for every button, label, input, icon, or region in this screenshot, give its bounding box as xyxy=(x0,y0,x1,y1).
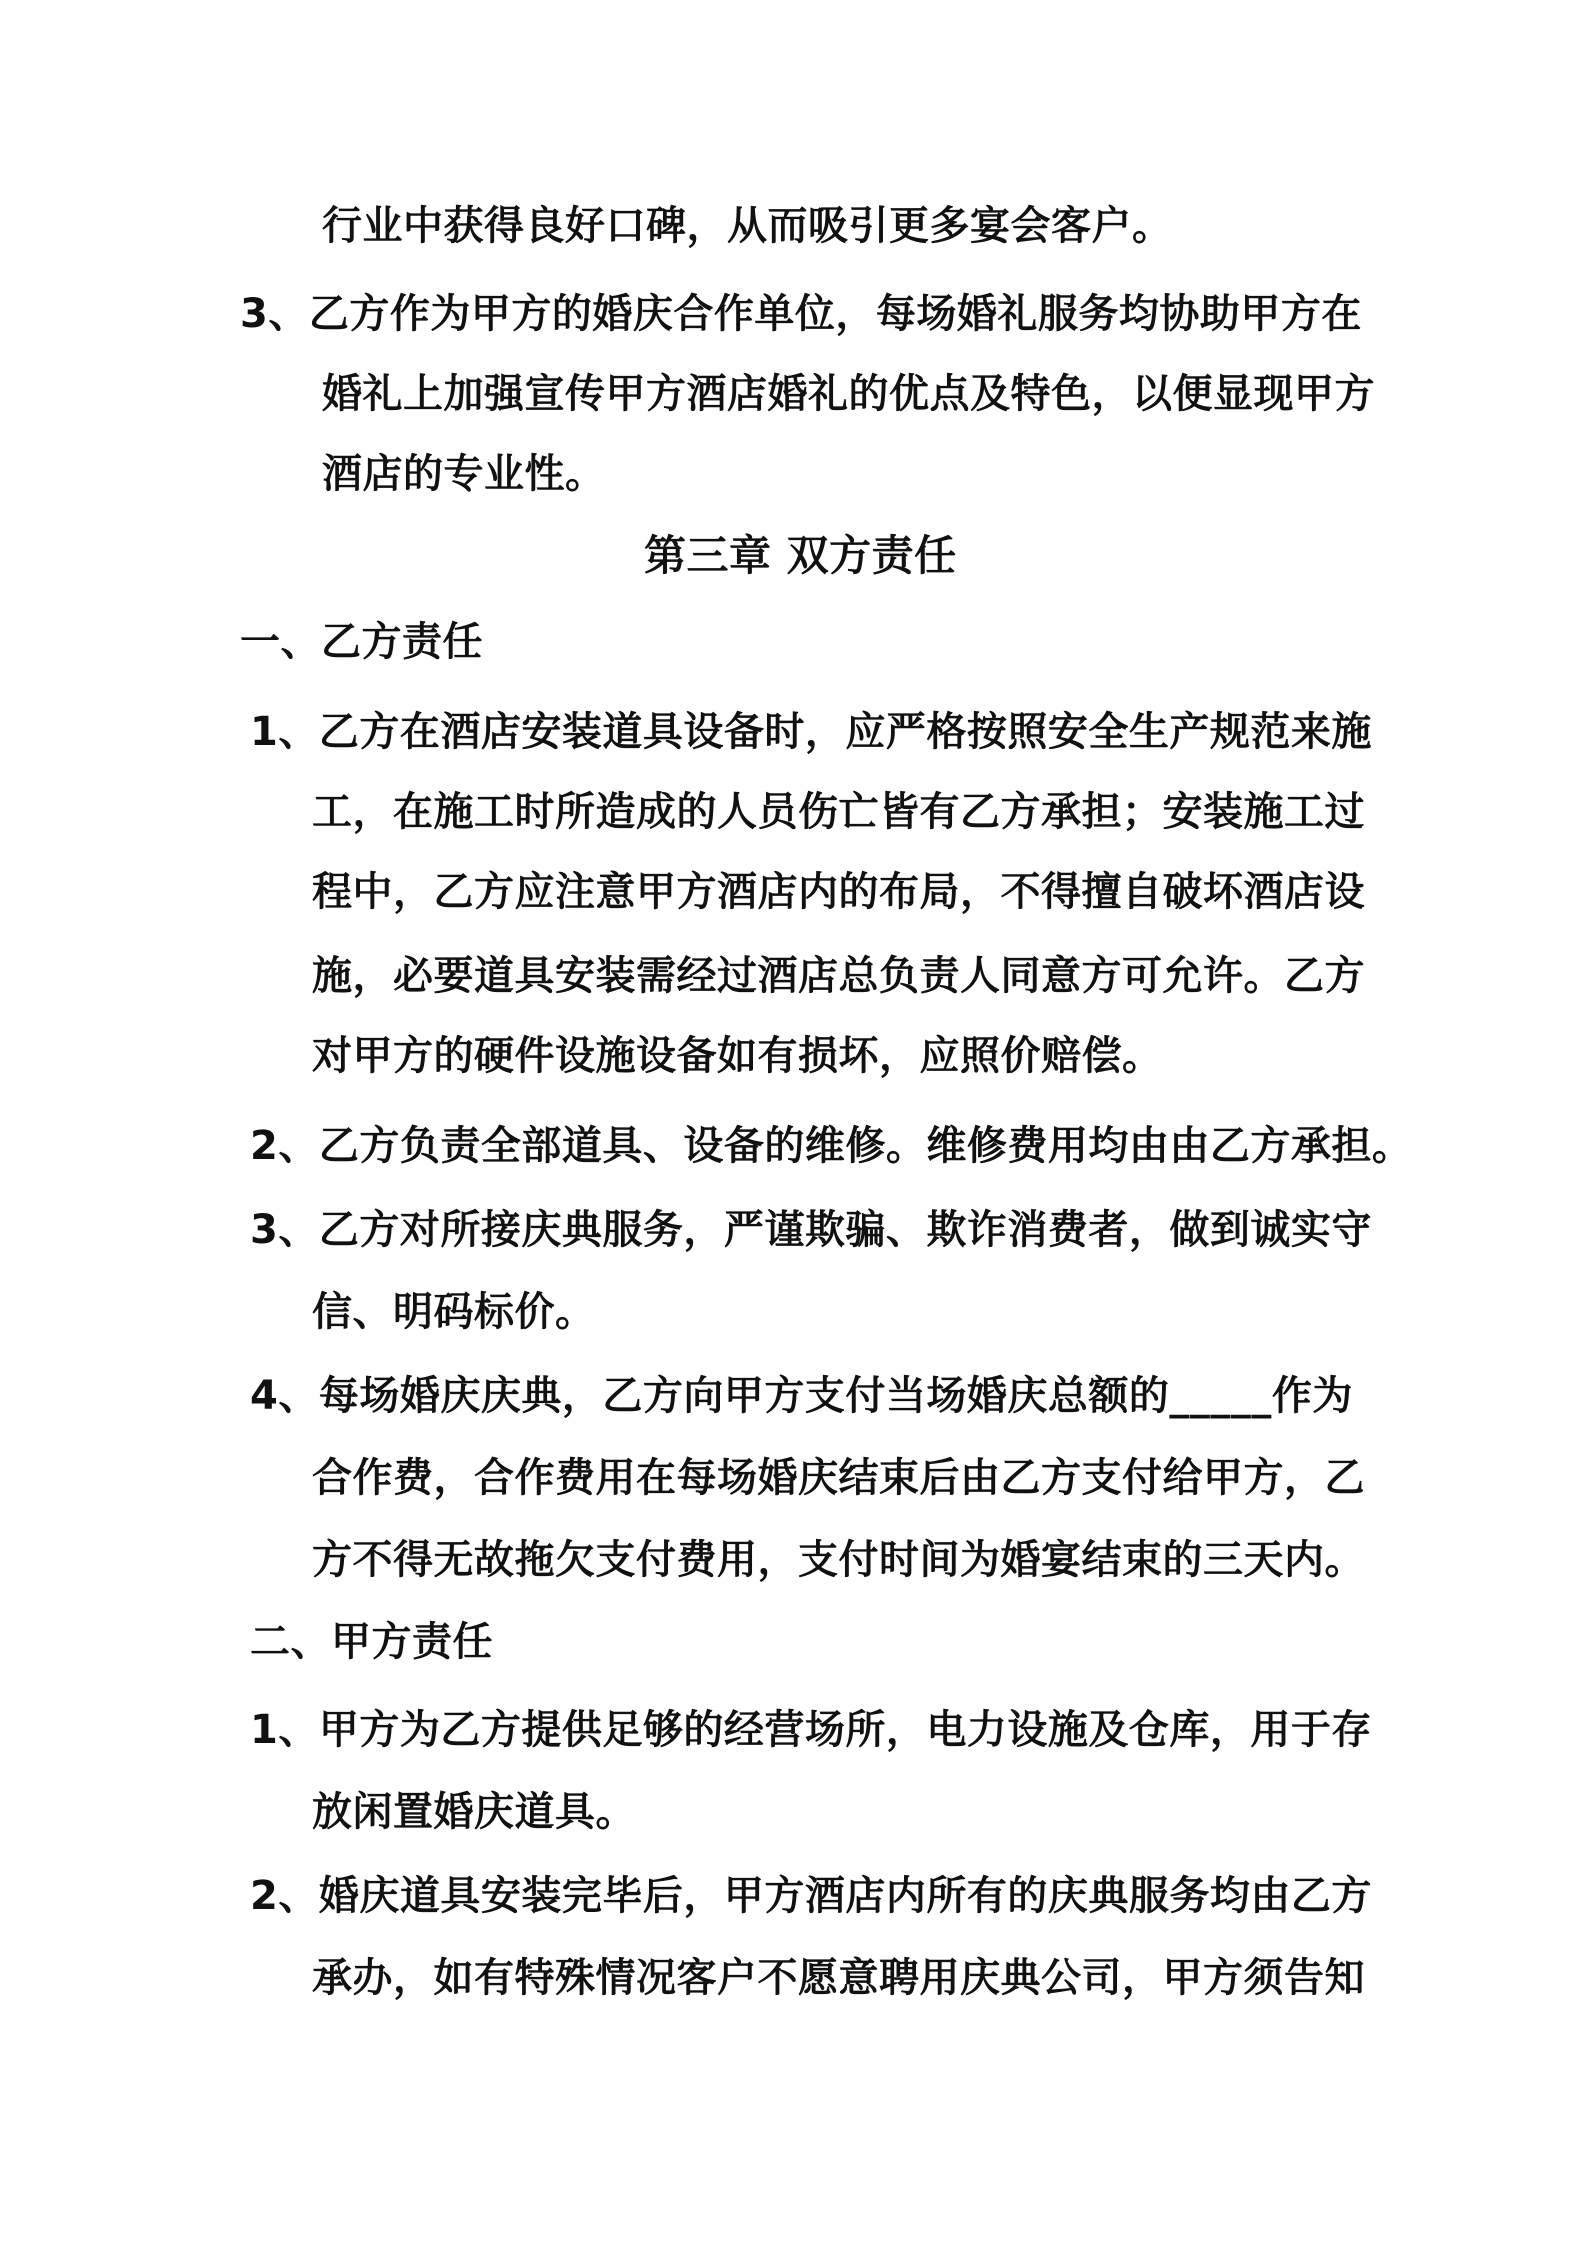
text-line: 工，在施工时所造成的人员伤亡皆有乙方承担；安装施工过 xyxy=(312,789,1365,835)
text-line: 对甲方的硬件设施设备如有损坏，应照价赔偿。 xyxy=(312,1033,1163,1079)
list-item: 1、乙方在酒店安装道具设备时，应严格按照安全生产规范来施 xyxy=(250,709,1372,755)
text-line: 合作费，合作费用在每场婚庆结束后由乙方支付给甲方，乙 xyxy=(312,1455,1365,1501)
text-line: 施，必要道具安装需经过酒店总负责人同意方可允许。乙方 xyxy=(312,953,1365,999)
list-item: 1、甲方为乙方提供足够的经营场所，电力设施及仓库，用于存 xyxy=(250,1707,1372,1753)
section-heading: 二、甲方责任 xyxy=(250,1619,493,1665)
list-item: 4、每场婚庆庆典，乙方向甲方支付当场婚庆总额的_____作为 xyxy=(250,1373,1353,1419)
list-item: 2、婚庆道具安装完毕后，甲方酒店内所有的庆典服务均由乙方 xyxy=(250,1873,1372,1919)
list-item: 3、乙方作为甲方的婚庆合作单位，每场婚礼服务均协助甲方在 xyxy=(240,291,1362,337)
text-line: 行业中获得良好口碑，从而吸引更多宴会客户。 xyxy=(322,203,1173,249)
text-line: 婚礼上加强宣传甲方酒店婚礼的优点及特色，以便显现甲方 xyxy=(322,371,1375,417)
text-line: 信、明码标价。 xyxy=(312,1289,596,1335)
text-line: 程中，乙方应注意甲方酒店内的布局，不得擅自破坏酒店设 xyxy=(312,869,1365,915)
text-line: 放闲置婚庆道具。 xyxy=(312,1789,636,1835)
text-line: 承办，如有特殊情况客户不愿意聘用庆典公司，甲方须告知 xyxy=(312,1955,1365,2001)
section-heading: 一、乙方责任 xyxy=(240,619,483,665)
chapter-heading: 第三章 双方责任 xyxy=(644,531,957,580)
list-item: 2、乙方负责全部道具、设备的维修。维修费用均由由乙方承担。 xyxy=(250,1123,1413,1169)
text-line: 酒店的专业性。 xyxy=(322,451,606,497)
list-item: 3、乙方对所接庆典服务，严谨欺骗、欺诈消费者，做到诚实守 xyxy=(250,1207,1372,1253)
text-line: 方不得无故拖欠支付费用，支付时间为婚宴结束的三天内。 xyxy=(312,1537,1365,1583)
